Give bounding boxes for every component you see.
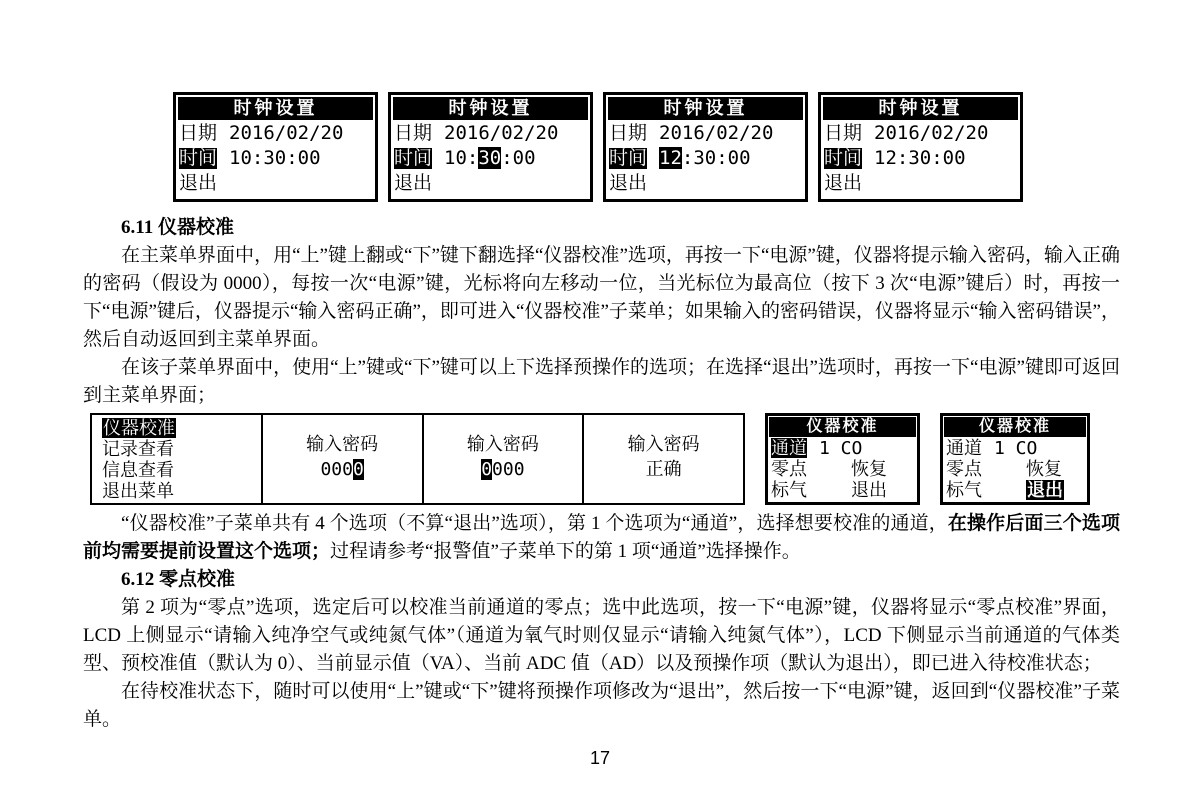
restore-label: 恢复 [851, 459, 887, 479]
channel-label: 通道 [946, 438, 982, 458]
calibration-submenu-screen-1 [765, 413, 920, 505]
calibration-submenu-screen-2 [940, 413, 1090, 505]
paragraph-3-emphasis: 在操作后面三个选项前均需要提前设置这个选项； [83, 513, 1120, 562]
section-heading-6-12: 6.12 零点校准 [121, 569, 236, 590]
date-value: 2016/02/20 [229, 122, 344, 144]
password-screen-1 [263, 415, 424, 503]
time-value [874, 147, 966, 169]
menu-item-records: 记录查看 [102, 439, 174, 459]
password-screen-2 [424, 415, 585, 503]
paragraph-4: 第 2 项为“零点”选项，选定后可以校准当前通道的零点；选中此选项，按一下“电源”键，仪器将显示“零点校准”界面，LCD 上侧显示“请输入纯净空气或纯氮气体”（通道为氧气时则仅显示“请输入纯氮气体”），LCD 下侧显示当前通道的气体类型、预校准值（默认为 0）、当前显示值（VA）、当前 ADC 值（AD）以及预操作项（默认为退出），即已进入待校准状态； [83, 597, 1120, 674]
exit-label-highlighted: 退出 [1027, 480, 1063, 500]
clock-screen-3 [603, 92, 808, 202]
paragraph-3-lead: “仪器校准”子菜单共有 4 个选项（不算“退出”选项），第 1 个选项为“通道”，选择想要校准的通道， [121, 513, 948, 534]
exit-row [394, 171, 587, 196]
channel-label-highlighted: 通道 [771, 438, 807, 458]
date-value: 2016/02/20 [444, 122, 559, 144]
password-value [263, 457, 422, 482]
time-row [179, 146, 372, 171]
time-post: :00 [501, 147, 536, 169]
menu-item-info: 信息查看 [102, 460, 174, 480]
password-cursor: 0 [481, 459, 493, 480]
time-row [394, 146, 587, 171]
password-prompt: 输入密码 [306, 434, 379, 454]
time-label-highlighted: 时间 [179, 148, 218, 169]
date-value: 2016/02/20 [659, 122, 774, 144]
date-row [609, 121, 802, 146]
time-label-highlighted: 时间 [824, 148, 863, 169]
password-prompt: 输入密码 [466, 434, 539, 454]
time-value [229, 147, 321, 169]
paragraph-3-tail: 过程请参考“报警值”子菜单下的第 1 项“通道”选择操作。 [330, 541, 801, 562]
section-heading-6-11: 6.11 仪器校准 [121, 217, 234, 238]
zero-label: 零点 [946, 459, 982, 479]
document-body [83, 214, 1120, 734]
paragraph-2: 在该子菜单界面中，使用“上”键或“下”键可以上下选择预操作的选项；在选择“退出”选项时，再按一下“电源”键即可返回到主菜单界面； [83, 357, 1120, 406]
password-value [424, 457, 583, 482]
lcd-title: 时钟设置 [393, 97, 588, 120]
date-label: 日期 [609, 123, 648, 144]
span-exit-row [943, 480, 1087, 501]
password-screen-3 [584, 415, 743, 503]
channel-row [768, 438, 917, 459]
page-footer [0, 748, 1200, 769]
zero-label: 零点 [771, 459, 807, 479]
exit-label: 退出 [609, 173, 648, 194]
time-label-highlighted: 时间 [609, 148, 648, 169]
password-prompt: 输入密码 [627, 434, 700, 454]
span-exit-row [768, 480, 917, 501]
menu-item-exit: 退出菜单 [102, 481, 174, 501]
password-cursor: 0 [352, 459, 364, 480]
date-row [824, 121, 1017, 146]
date-label: 日期 [824, 123, 863, 144]
time-post: :30:00 [681, 147, 751, 169]
channel-row [943, 438, 1087, 459]
submenu-title: 仪器校准 [944, 417, 1086, 437]
clock-settings-screens [173, 92, 1023, 202]
date-value: 2016/02/20 [874, 122, 989, 144]
date-row [394, 121, 587, 146]
exit-label: 退出 [851, 480, 887, 500]
date-row [179, 121, 372, 146]
clock-screen-2 [388, 92, 593, 202]
span-gas-label: 标气 [771, 480, 807, 500]
password-result: 正确 [645, 459, 682, 479]
date-label: 日期 [179, 123, 218, 144]
password-post: 000 [492, 459, 525, 480]
calibration-screens [90, 413, 1120, 505]
exit-row [824, 171, 1017, 196]
time-highlight: 12 [659, 147, 682, 169]
time-value [444, 147, 536, 169]
time-pre: 10: [444, 147, 479, 169]
lcd-body [391, 120, 590, 196]
exit-row [609, 171, 802, 196]
submenu-title: 仪器校准 [769, 417, 916, 437]
lcd-title: 时钟设置 [608, 97, 803, 120]
time-pre: 10:30:00 [229, 147, 321, 169]
password-pre: 000 [320, 459, 353, 480]
menu-item-calibration-label: 仪器校准 [103, 418, 175, 438]
time-row [609, 146, 802, 171]
time-label-highlighted: 时间 [394, 148, 433, 169]
clock-screen-1 [173, 92, 378, 202]
clock-screen-4 [818, 92, 1023, 202]
paragraph-5: 在待校准状态下，随时可以使用“上”键或“下”键将预操作项修改为“退出”，然后按一下“电源”键，返回到“仪器校准”子菜单。 [83, 681, 1120, 730]
time-row [824, 146, 1017, 171]
menu-item-calibration [102, 418, 261, 439]
exit-label: 退出 [179, 173, 218, 194]
restore-label: 恢复 [1026, 459, 1062, 479]
calibration-screen-strip [90, 413, 745, 505]
time-value [659, 147, 751, 169]
time-highlight: 30 [478, 147, 502, 169]
date-label: 日期 [394, 123, 433, 144]
lcd-body [176, 120, 375, 196]
time-pre: 12:30:00 [874, 147, 966, 169]
channel-value: 1 CO [819, 438, 863, 459]
page-number: 17 [589, 748, 611, 768]
main-menu-screen [92, 415, 263, 503]
exit-label: 退出 [394, 173, 433, 194]
lcd-title: 时钟设置 [178, 97, 373, 120]
lcd-title: 时钟设置 [823, 97, 1018, 120]
paragraph-3 [83, 510, 1120, 566]
channel-value: 1 CO [994, 438, 1038, 459]
lcd-body [606, 120, 805, 196]
zero-restore-row [768, 459, 917, 480]
zero-restore-row [943, 459, 1087, 480]
exit-row [179, 171, 372, 196]
span-gas-label: 标气 [946, 480, 982, 500]
paragraph-1: 在主菜单界面中，用“上”键上翻或“下”键下翻选择“仪器校准”选项，再按一下“电源”键，仪器将提示输入密码，输入正确的密码（假设为 0000），每按一次“电源”键，光标将向左移动一位，当光标位为最高位（按下 3 次“电源”键后）时，再按一下“电源”键后，仪器提示“输入密码正确”，即可进入“仪器校准”子菜单；如果输入的密码错误，仪器将显示“输入密码错误”，然后自动返回到主菜单界面。 [83, 245, 1120, 350]
lcd-body [821, 120, 1020, 196]
exit-label: 退出 [824, 173, 863, 194]
